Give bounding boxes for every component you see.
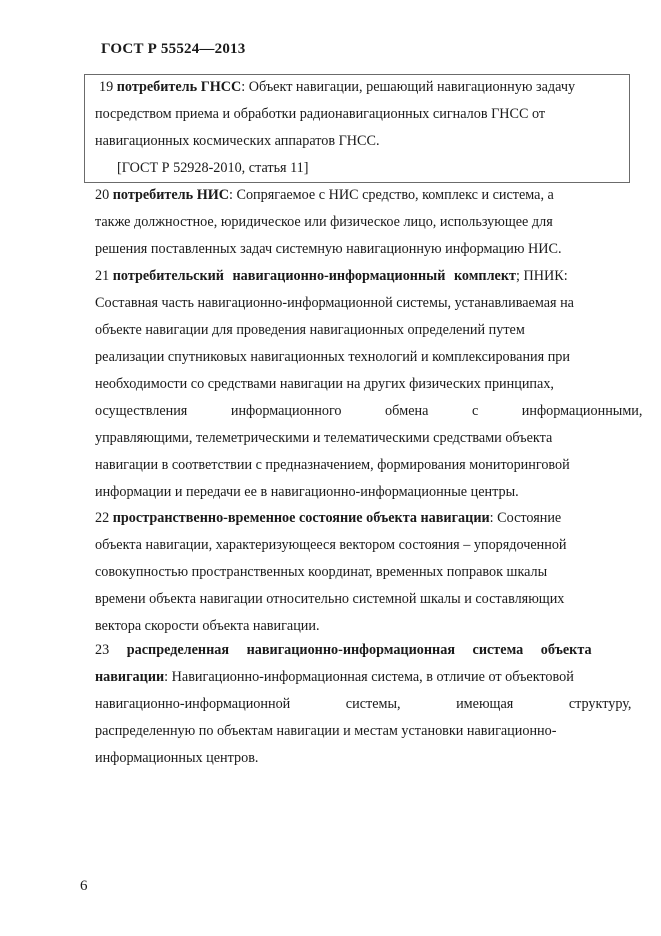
- term-name: потребительский навигационно-информационный комплект: [112, 268, 516, 284]
- entry-number: 23: [95, 642, 110, 658]
- entry-19-line-1: [95, 74, 622, 101]
- entry-21-line-1: [95, 263, 622, 290]
- term-entry-20: [95, 182, 622, 263]
- entry-21-line-5: необходимости со средствами навигации на других физических принципах,: [95, 376, 554, 392]
- term-name: распределенная навигационно-информационная система объекта: [126, 642, 592, 658]
- entry-23-line-4: распределенную по объектам навигации и местам установки навигационно-: [95, 723, 557, 739]
- term-entry-22: [95, 505, 622, 640]
- entry-23-line-1: [95, 637, 622, 664]
- entry-19-line-3: навигационных космических аппаратов ГНСС.: [95, 133, 380, 149]
- entry-21-line-6: осуществления информационного обмена с информационными,: [95, 403, 643, 419]
- entry-21-line-2: Составная часть навигационно-информационной системы, устанавливаемая на: [95, 295, 574, 311]
- entry-20-line-1: [95, 182, 622, 209]
- entry-23-line-3: навигационно-информационной системы, имеющая структуру,: [95, 696, 632, 712]
- document-header: ГОСТ Р 55524—2013: [101, 41, 246, 57]
- definition-text: посредством приема и обработки радионавигационных сигналов ГНСС от: [95, 106, 546, 122]
- term-entry-19: [95, 74, 622, 182]
- definition-text: : Объект навигации, решающий навигационную задачу: [241, 79, 576, 95]
- entry-22-line-5: вектора скорости объекта навигации.: [95, 618, 320, 634]
- definition-text: : Навигационно-информационная система, в отличие от объектовой: [164, 669, 574, 685]
- definition-text: : Сопрягаемое с НИС средство, комплекс и система, а: [229, 187, 554, 203]
- entry-23-line-5: информационных центров.: [95, 750, 259, 766]
- term-name: потребитель НИС: [112, 187, 230, 203]
- entry-22-line-4: времени объекта навигации относительно системной шкалы и составляющих: [95, 591, 565, 607]
- entry-number: 20: [95, 187, 110, 203]
- entry-21-line-8: навигации в соответствии с предназначением, формирования мониторинговой: [95, 457, 570, 473]
- page-number: 6: [80, 878, 88, 894]
- term-entry-21: [95, 263, 643, 506]
- entry-20-line-3: решения поставленных задач системную навигационную информацию НИС.: [95, 241, 562, 257]
- entry-19-line-2: [95, 101, 622, 128]
- source-reference: [ГОСТ Р 52928-2010, статья 11]: [117, 160, 309, 176]
- entry-21-line-7: управляющими, телеметрическими и телематическими средствами объекта: [95, 430, 553, 446]
- entry-21-line-9: информации и передачи ее в навигационно-информационные центры.: [95, 484, 519, 500]
- entry-number: 21: [95, 268, 110, 284]
- entry-22-line-2: объекта навигации, характеризующееся вектором состояния – упорядоченной: [95, 537, 567, 553]
- entry-number: 19: [99, 79, 114, 95]
- entry-21-line-4: реализации спутниковых навигационных технологий и комплексирования при: [95, 349, 570, 365]
- term-entry-23: [95, 637, 632, 772]
- definition-text: : Состояние: [489, 510, 562, 526]
- entry-23-line-2: [95, 664, 622, 691]
- entry-22-line-3: совокупностью пространственных координат, временных поправок шкалы: [95, 564, 548, 580]
- entry-22-line-1: [95, 505, 622, 532]
- term-name: пространственно-временное состояние объекта навигации: [112, 510, 490, 526]
- term-name: потребитель ГНСС: [116, 79, 242, 95]
- entry-number: 22: [95, 510, 110, 526]
- term-name-continued: навигации: [95, 669, 165, 685]
- definition-text: ; ПНИК:: [516, 268, 568, 284]
- entry-20-line-2: также должностное, юридическое или физическое лицо, использующее для: [95, 214, 553, 230]
- entry-21-line-3: объекте навигации для проведения навигационных определений путем: [95, 322, 525, 338]
